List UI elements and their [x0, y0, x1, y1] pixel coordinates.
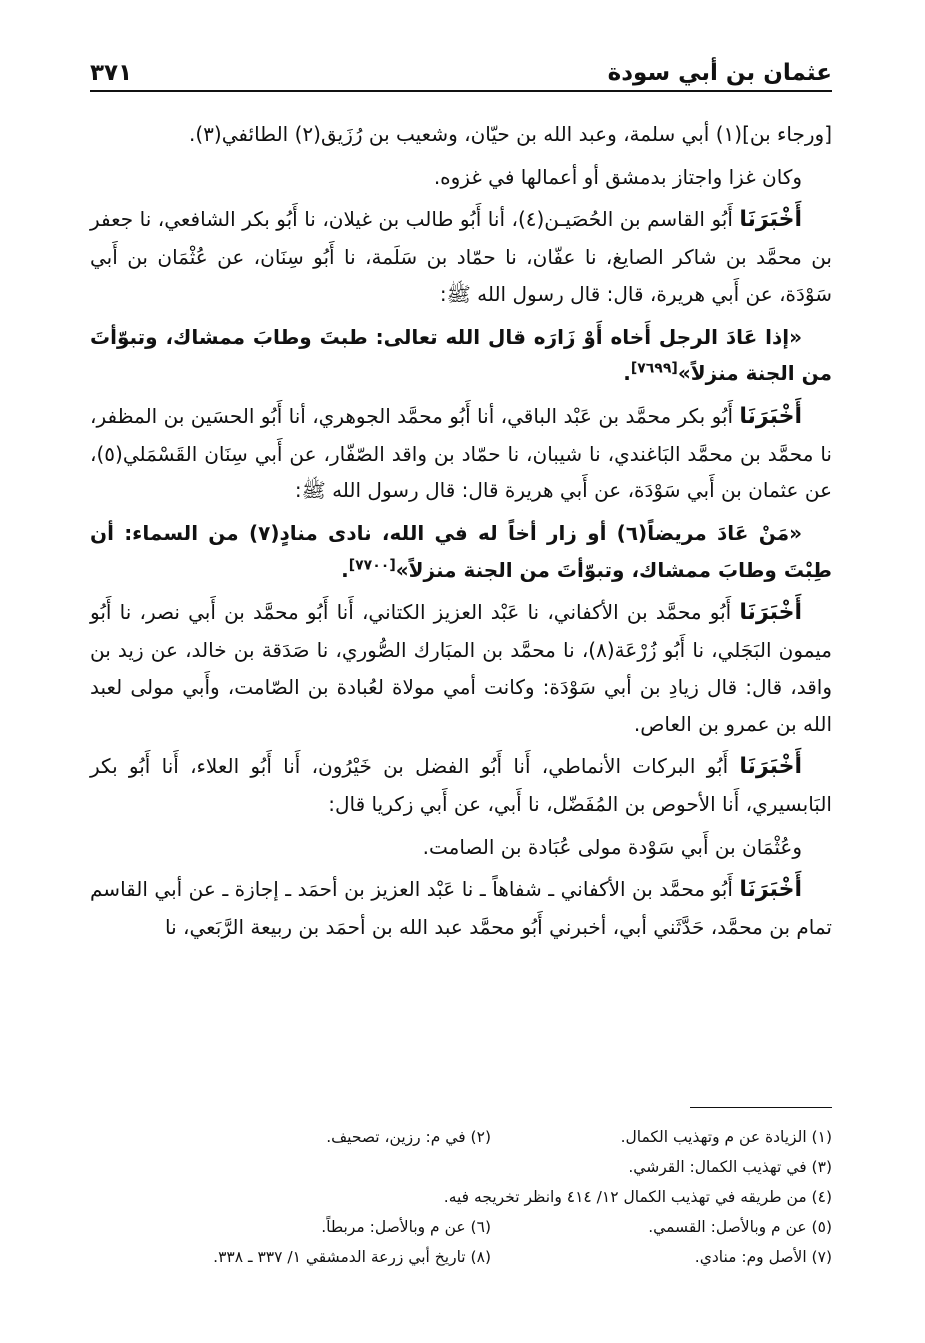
isnad-text: أَبُو البركات الأنماطي، أَنا أَبُو الفضل بن خَيْرُون، أَنا أَبُو العلاء، أَنا أَبُو بكر البَابسيري، أَنا الأحوص بن المُفَضّل، نا أَبي، عن أَبي زكريا قال:: [90, 754, 832, 816]
hadith-matn: «مَنْ عَادَ مريضاً(٦) أو زار أخاً له في الله، نادى منادٍ(٧) من السماء: أن طِبْتَ وطابَ ممشاك، وتبوّأتَ من الجنة منزلاً»: [90, 521, 832, 582]
footnote-3: (٣) في تهذيب الكمال: القرشي.: [628, 1158, 832, 1176]
header-rule: [90, 90, 832, 92]
footnote-row: [150, 1242, 832, 1272]
hadith-number: [٧٧٠٠]: [348, 557, 396, 574]
hadith-number: [٧٦٩٩]: [630, 360, 678, 377]
isnad-text: أَبُو محمَّد بن الأكفاني، نا عَبْد العزيز الكتاني، أَنا أَبُو محمَّد بن أَبي نصر، نا أَبُو ميمون البَجَلي، نا أَبُو زُرْعَة(٨)، نا محمَّد بن المبَارك الصُّوري، نا صَدَقة بن خالد، عن زيد بن واقد، قال: قال زيادِ بن أبي سَوْدَة: وكانت أمي مولاة لعُبادة بن الصّامت، وأَبي مولى لعبد الله بن عمرو بن العاص.: [90, 600, 832, 736]
akhbarana-keyword: أَخْبَرَنَا: [739, 600, 803, 626]
running-title: عثمان بن أبي سودة: [607, 60, 832, 86]
main-text: [90, 116, 832, 952]
akhbarana-keyword: أَخْبَرَنَا: [739, 403, 802, 429]
footnote-row: [150, 1182, 832, 1212]
page-number: ٣٧١: [90, 60, 133, 86]
hadith-text-1: «إذا عَادَ الرجل أَخاه أَوْ زَارَه قال الله تعالى: طبتَ وطابَ ممشاك، وتبوّأتَ من الجنة منزلاً»[٧٦٩٩].: [90, 324, 832, 386]
footnote-8: (٨) تاريخ أبي زرعة الدمشقي ١/ ٣٣٧ ـ ٣٣٨.: [213, 1248, 491, 1266]
paragraph-8: [90, 748, 832, 822]
paragraph-5: [90, 398, 832, 509]
isnad-text: أَبُو محمَّد بن الأكفاني ـ شفاهاً ـ نا عَبْد العزيز بن أحمَد ـ إجازة ـ عن أبي القاسم تمام بن محمَّد، حَدَّثَني أبي، أخبرني أَبُو محمَّد عبد الله بن أحمَد بن ربيعة الرَّبَعي، نا: [90, 877, 832, 940]
footnotes: [150, 1122, 832, 1272]
footnote-7: (٧) الأصل وم: منادي.: [694, 1248, 832, 1266]
paragraph-9: وعُثْمَان بن أَبي سَوْدة مولى عُبَادة بن الصامت.: [422, 834, 802, 859]
hadith-text-2: «مَنْ عَادَ مريضاً(٦) أو زار أخاً له في الله، نادى منادٍ(٧) من السماء: أن طِبْتَ وطابَ ممشاك، وتبوّأتَ من الجنة منزلاً»[٧٧٠٠].: [90, 521, 832, 582]
page-header: [90, 56, 832, 92]
paragraph-3: [90, 201, 832, 312]
paragraph-2: وكان غزا واجتاز بدمشق أو أعمالها في غزوه.: [433, 164, 802, 189]
paragraph-7: [90, 594, 832, 742]
isnad-text: أَبُو بكر محمَّد بن عَبْد الباقي، أنا أَبُو محمَّد الجوهري، أنا أَبُو الحسَين بن المظفر، نا محمَّد بن محمَّد البَاغندي، نا شيبان، نا حمّاد بن واقد الصّفّار، عن أَبي سِنَان القَسْمَلي(٥)، عن عثمان بن أَبي سَوْدَة، عن أَبي هريرة قال: قال رسول الله ﷺ:: [90, 403, 832, 503]
footnote-row: [150, 1212, 832, 1242]
footnote-1: (١) الزيادة عن م وتهذيب الكمال.: [620, 1128, 832, 1146]
footnote-row: [150, 1152, 832, 1182]
akhbarana-keyword: أَخْبَرَنَا: [739, 754, 803, 780]
footnote-row: [150, 1122, 832, 1152]
footnote-6: (٦) عن م وبالأصل: مربطاً.: [321, 1218, 491, 1236]
footnote-2: (٢) في م: رزين، تصحيف.: [326, 1128, 491, 1146]
footnote-separator: [690, 1107, 832, 1108]
paragraph-1: [ورجاء بن](١) أبي سلمة، وعبد الله بن حيّان، وشعيب بن رُزَيق(٢) الطائفي(٣).: [189, 122, 832, 146]
akhbarana-keyword: أَخْبَرَنَا: [739, 877, 802, 903]
paragraph-10: [90, 871, 832, 945]
hadith-matn: «إذا عَادَ الرجل أَخاه أَوْ زَارَه قال الله تعالى: طبتَ وطابَ ممشاك، وتبوّأتَ من الجنة منزلاً»: [90, 324, 832, 386]
akhbarana-keyword: أَخْبَرَنَا: [739, 207, 802, 233]
isnad-text: أَبُو القاسم بن الحُصَيـن(٤)، أنا أَبُو طالب بن غيلان، نا أَبُو بكر الشافعي، نا جعفر بن محمَّد بن شاكر الصايغ، نا عفّان، نا حمّاد بن سَلَمة، نا أَبُو سِنَان، عن عُثْمَان بن أَبي سَوْدَة، عن أَبي هريرة، قال: قال رسول الله ﷺ:: [90, 207, 832, 306]
footnote-5: (٥) عن م وبالأصل: القسمي.: [648, 1218, 832, 1236]
footnote-4: (٤) من طريقه في تهذيب الكمال ١٢/ ٤١٤ وانظر تخريجه فيه.: [443, 1188, 832, 1206]
